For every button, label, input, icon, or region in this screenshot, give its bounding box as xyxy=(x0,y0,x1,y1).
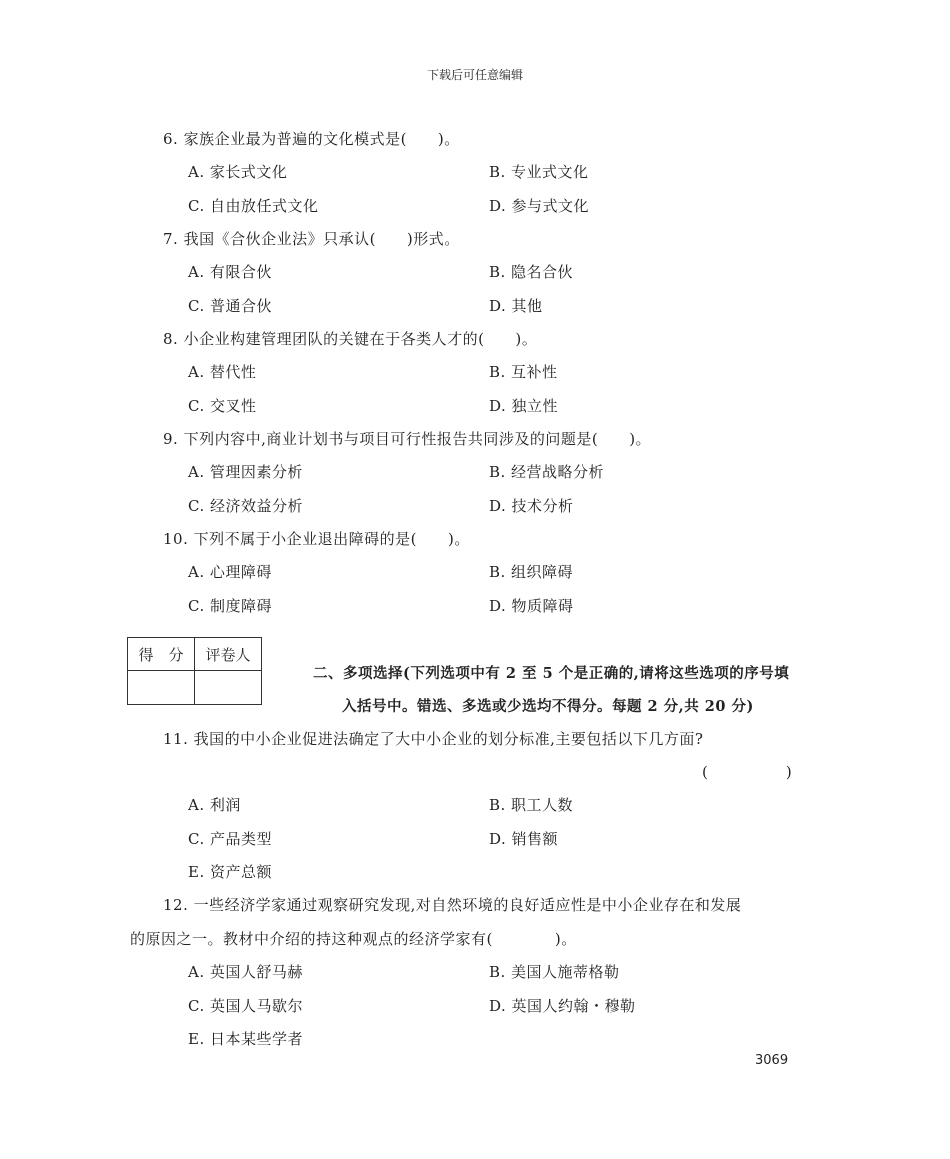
score-label: 得 分 xyxy=(128,638,195,671)
question-10-option-c: C. 制度障碍 xyxy=(188,597,272,615)
question-12-option-a: A. 英国人舒马赫 xyxy=(188,963,303,981)
question-12-option-e: E. 日本某些学者 xyxy=(188,1030,303,1048)
grader-cell xyxy=(195,671,262,705)
question-9-stem: 9. 下列内容中,商业计划书与项目可行性报告共同涉及的问题是( )。 xyxy=(163,430,652,448)
question-6-stem: 6. 家族企业最为普遍的文化模式是( )。 xyxy=(163,130,460,148)
question-11-option-a: A. 利润 xyxy=(188,796,241,814)
question-7-option-b: B. 隐名合伙 xyxy=(489,263,574,281)
question-10-option-d: D. 物质障碍 xyxy=(489,597,574,615)
question-11-option-b: B. 职工人数 xyxy=(489,796,574,814)
question-7-option-a: A. 有限合伙 xyxy=(188,263,272,281)
section-2-heading-line2: 入括号中。错选、多选或少选均不得分。每题 2 分,共 20 分) xyxy=(342,698,754,715)
question-7-option-c: C. 普通合伙 xyxy=(188,297,272,315)
question-12-stem-line1: 12. 一些经济学家通过观察研究发现,对自然环境的良好适应性是中小企业存在和发展 xyxy=(163,896,742,914)
question-12-option-b: B. 美国人施蒂格勒 xyxy=(489,963,620,981)
question-12-option-d: D. 英国人约翰・穆勒 xyxy=(489,997,636,1015)
section-2-heading-line1: 二、多项选择(下列选项中有 2 至 5 个是正确的,请将这些选项的序号填 xyxy=(313,665,790,682)
question-9-option-c: C. 经济效益分析 xyxy=(188,497,303,515)
question-7-stem: 7. 我国《合伙企业法》只承认( )形式。 xyxy=(163,230,460,248)
question-11-option-c: C. 产品类型 xyxy=(188,830,272,848)
page-number: 3069 xyxy=(755,1053,789,1068)
question-9-option-b: B. 经营战略分析 xyxy=(489,463,605,481)
question-12-option-c: C. 英国人马歇尔 xyxy=(188,997,303,1015)
question-6-option-a: A. 家长式文化 xyxy=(188,163,288,181)
question-6-option-d: D. 参与式文化 xyxy=(489,197,590,215)
question-8-option-b: B. 互补性 xyxy=(489,363,558,381)
question-6-option-b: B. 专业式文化 xyxy=(489,163,589,181)
score-cell xyxy=(128,671,195,705)
question-10-option-a: A. 心理障碍 xyxy=(188,563,272,581)
question-9-option-a: A. 管理因素分析 xyxy=(188,463,303,481)
question-11-stem: 11. 我国的中小企业促进法确定了大中小企业的划分标准,主要包括以下几方面? xyxy=(163,730,704,748)
question-7-option-d: D. 其他 xyxy=(489,297,543,315)
question-8-option-d: D. 独立性 xyxy=(489,397,559,415)
question-10-option-b: B. 组织障碍 xyxy=(489,563,574,581)
score-box xyxy=(127,637,262,705)
question-11-answer-paren: ( ) xyxy=(702,763,793,781)
question-12-stem-line2: 的原因之一。教材中介绍的持这种观点的经济学家有( )。 xyxy=(130,930,577,948)
grader-label: 评卷人 xyxy=(195,638,262,671)
question-8-option-a: A. 替代性 xyxy=(188,363,257,381)
question-8-option-c: C. 交叉性 xyxy=(188,397,257,415)
question-6-option-c: C. 自由放任式文化 xyxy=(188,197,319,215)
question-8-stem: 8. 小企业构建管理团队的关键在于各类人才的( )。 xyxy=(163,330,538,348)
page-header: 下载后可任意编辑 xyxy=(426,68,523,82)
question-9-option-d: D. 技术分析 xyxy=(489,497,574,515)
question-11-option-e: E. 资产总额 xyxy=(188,863,272,881)
question-11-option-d: D. 销售额 xyxy=(489,830,559,848)
question-10-stem: 10. 下列不属于小企业退出障碍的是( )。 xyxy=(163,530,470,548)
